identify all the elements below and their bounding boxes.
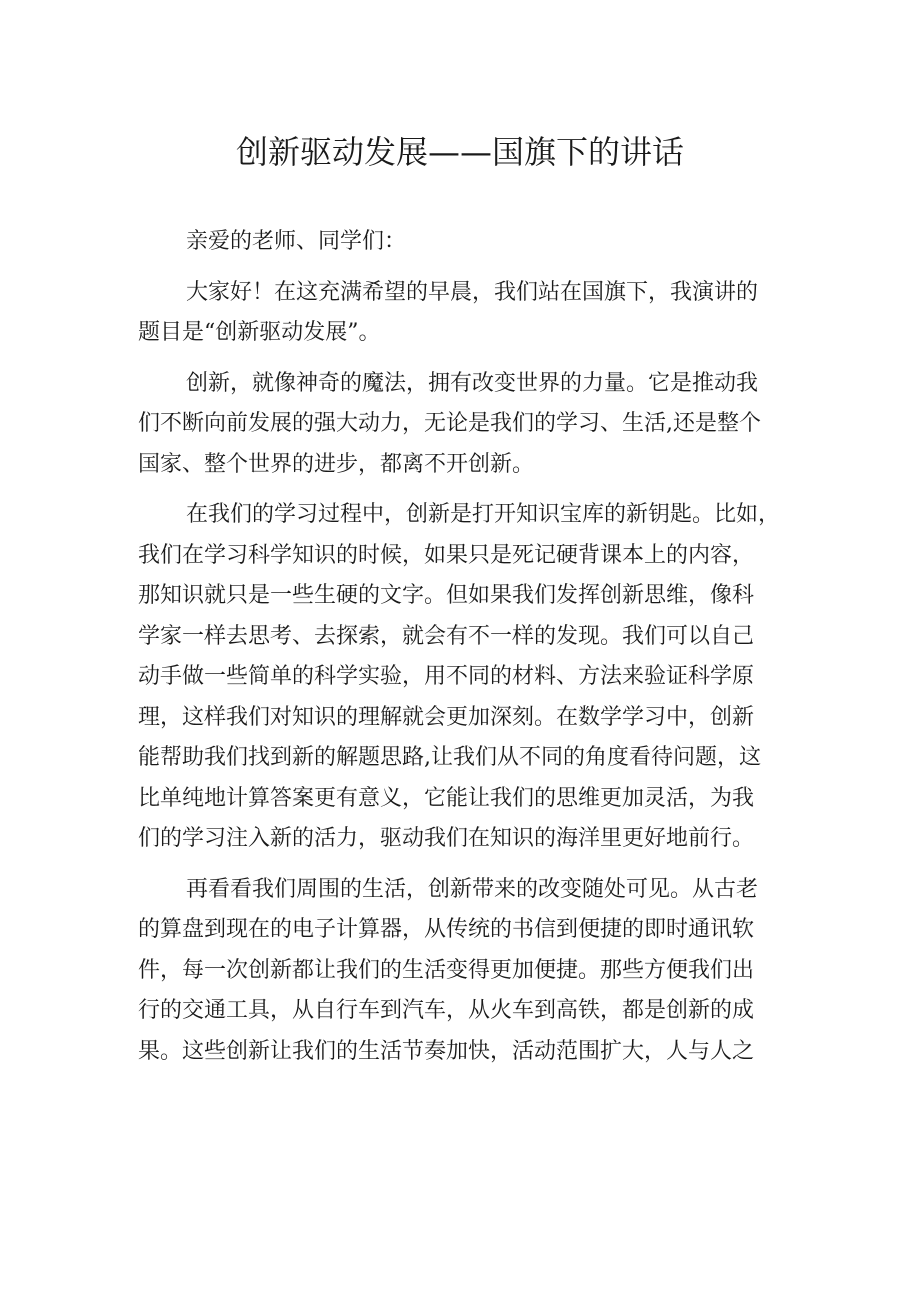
paragraph-line: 题目是“创新驱动发展”。 <box>138 320 381 345</box>
paragraph-line: 我们在学习科学知识的时候，如果只是死记硬背课本上的内容， <box>138 542 755 568</box>
paragraph-line: 比单纯地计算答案更有意义，它能让我们的思维更加灵活，为我 <box>138 785 755 811</box>
paragraph-line: 再看看我们周围的生活，创新带来的改变随处可见。从古老 <box>186 876 759 902</box>
salutation-line: 亲爱的老师、同学们： <box>186 229 407 254</box>
paragraph-line: 动手做一些简单的科学实验，用不同的材料、方法来验证科学原 <box>138 664 755 689</box>
paragraph-line: 能帮助我们找到新的解题思路,让我们从不同的角度看待问题，这 <box>138 745 761 770</box>
paragraph-line: 大家好！在这充满希望的早晨，我们站在国旗下，我演讲的 <box>186 279 759 305</box>
paragraph-line: 在我们的学习过程中，创新是打开知识宝库的新钥匙。比如， <box>186 502 781 527</box>
document-body <box>138 222 790 1072</box>
paragraph-line: 创新，就像神奇的魔法，拥有改变世界的力量。它是推动我 <box>186 370 759 396</box>
paragraph-line: 果。这些创新让我们的生活节奏加快，活动范围扩大，人与人之 <box>138 1038 755 1064</box>
paragraph-line: 的算盘到现在的电子计算器，从传统的书信到便捷的即时通讯软 <box>138 917 755 942</box>
document-title: 创新驱动发展——国旗下的讲话 <box>235 133 684 171</box>
paragraph-line: 国家、整个世界的进步，都离不开创新。 <box>138 451 535 477</box>
paragraph-line: 理，这样我们对知识的理解就会更加深刻。在数学学习中，创新 <box>138 704 755 730</box>
paragraph-line: 行的交通工具，从自行车到汽车，从火车到高铁，都是创新的成 <box>138 998 755 1023</box>
paragraph-line: 那知识就只是一些生硬的文字。但如果我们发挥创新思维，像科 <box>138 583 755 608</box>
paragraph-line: 学家一样去思考、去探索，就会有不一样的发现。我们可以自己 <box>138 623 755 649</box>
paragraph-line: 们的学习注入新的活力，驱动我们在知识的海洋里更好地前行。 <box>138 826 755 851</box>
paragraph-line: 们不断向前发展的强大动力，无论是我们的学习、生活,还是整个 <box>138 411 761 436</box>
paragraph-line: 件，每一次创新都让我们的生活变得更加便捷。那些方便我们出 <box>138 957 755 983</box>
